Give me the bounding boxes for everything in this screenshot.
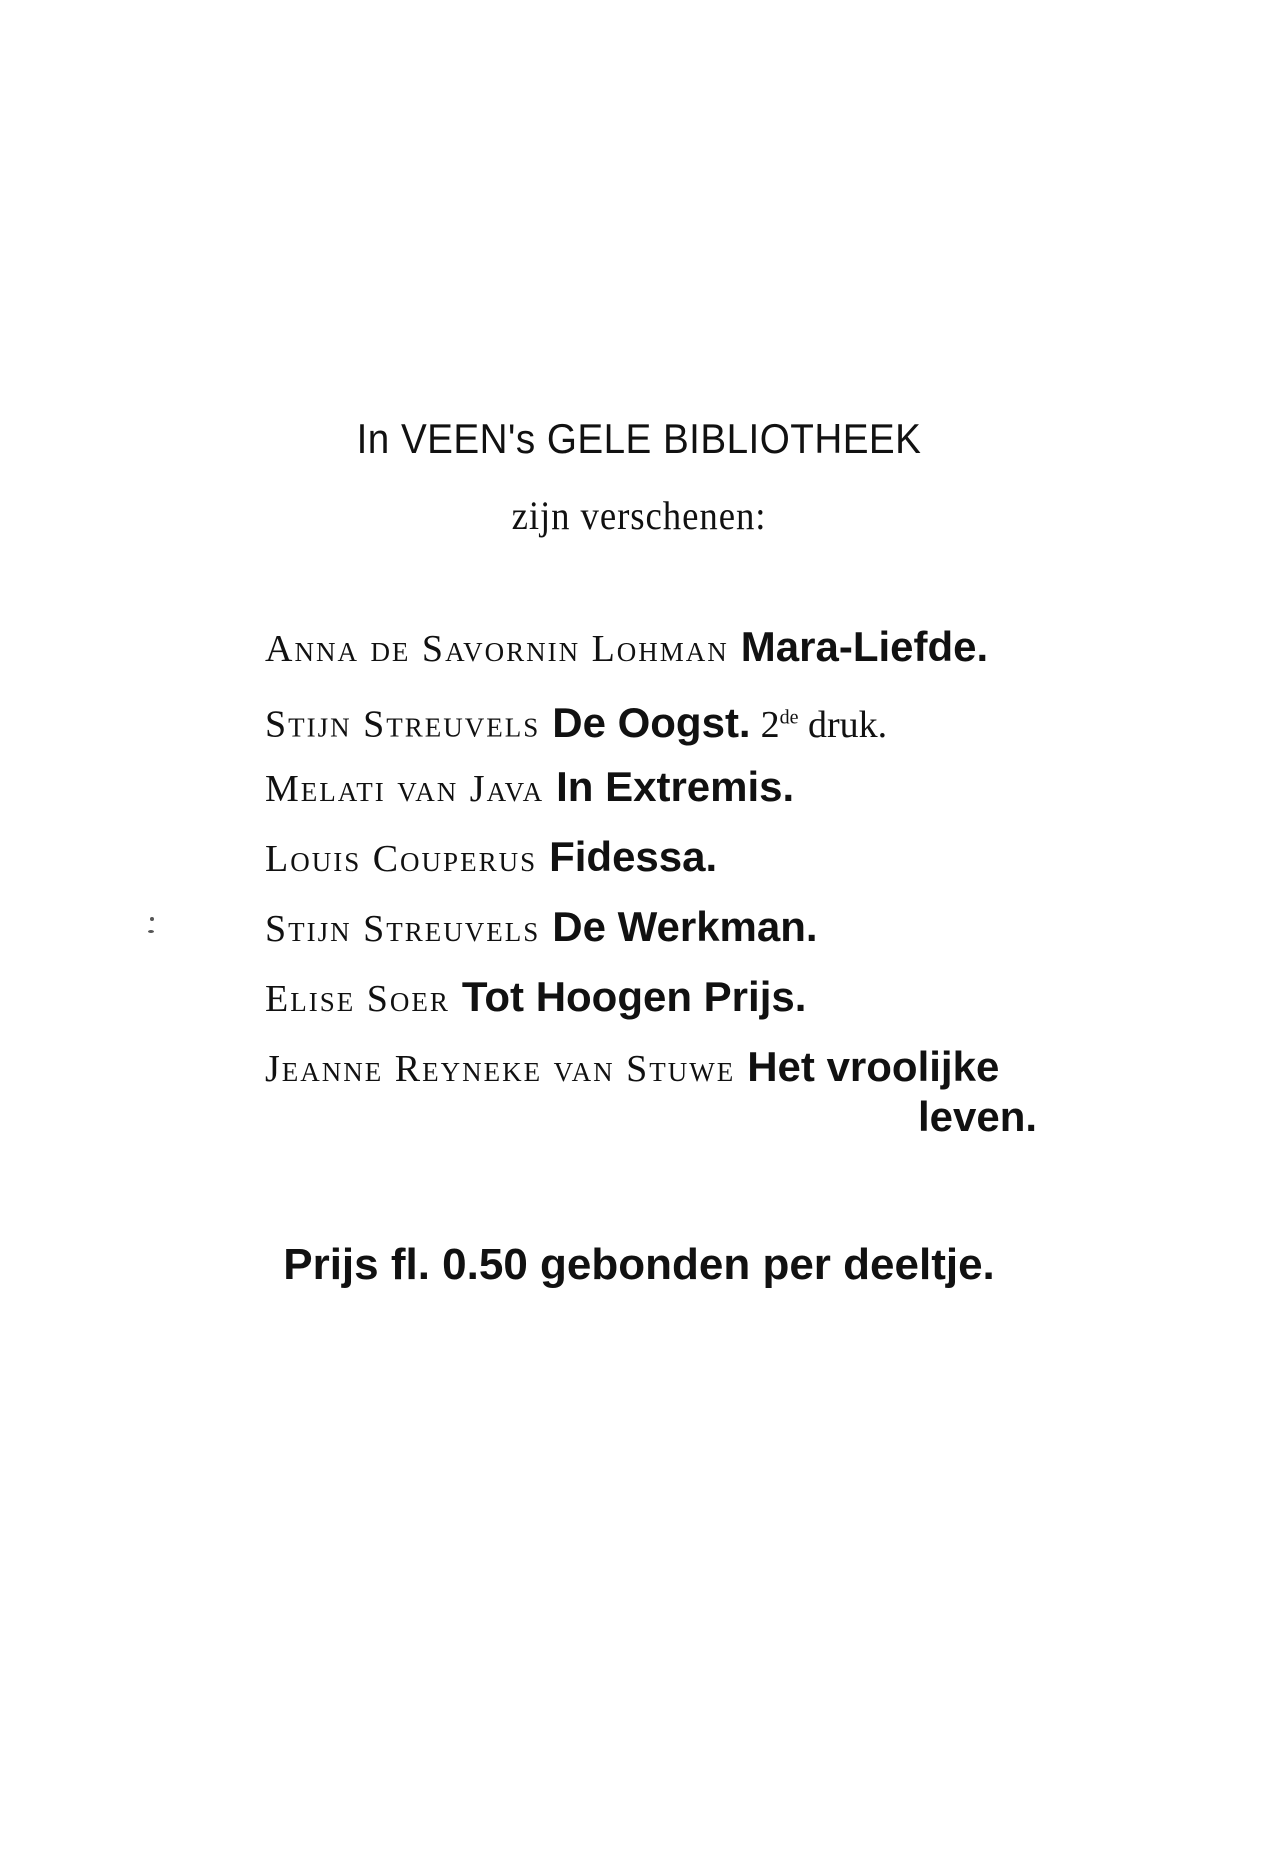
edition-suffix: druk.: [808, 703, 888, 746]
book-title: De Werkman.: [552, 903, 818, 950]
book-author: Elise Soer: [265, 978, 450, 1020]
book-title: Fidessa.: [549, 833, 718, 880]
list-item: [265, 612, 1225, 682]
price-note: Prijs fl. 0.50 gebonden per deeltje.: [283, 1240, 995, 1289]
book-author: Melati van Java: [265, 768, 545, 810]
book-author: Stijn Streuvels: [265, 908, 541, 950]
book-author: Jeanne Reyneke van Stuwe: [265, 1048, 736, 1090]
book-title: De Oogst.: [552, 698, 751, 746]
book-author: Stijn Streuvels: [265, 703, 541, 746]
list-item: [265, 822, 1225, 892]
scan-speck: [150, 917, 154, 921]
list-item: [265, 962, 1225, 1032]
edition-number: 2: [760, 703, 780, 746]
book-author: Louis Couperus: [265, 838, 538, 880]
library-subheading: zijn verschenen:: [511, 493, 767, 538]
book-title: Het vroolijke: [747, 1043, 1000, 1090]
book-list: [265, 612, 1225, 1102]
edition-superscript: de: [779, 706, 799, 728]
list-item: [265, 682, 1225, 752]
book-title-continued: leven.: [918, 1093, 1038, 1140]
book-author: Anna de Savornin Lohman: [265, 628, 729, 670]
scan-speck: [148, 930, 154, 933]
book-edition: [761, 704, 888, 746]
book-title: Mara-Liefde.: [740, 623, 989, 670]
library-heading: In VEEN's GELE BIBLIOTHEEK: [356, 415, 922, 462]
book-title: In Extremis.: [556, 763, 795, 810]
list-item: [265, 892, 1225, 962]
list-item: [265, 752, 1225, 822]
list-item: [265, 1032, 1225, 1102]
book-title: Tot Hoogen Prijs.: [461, 973, 807, 1020]
